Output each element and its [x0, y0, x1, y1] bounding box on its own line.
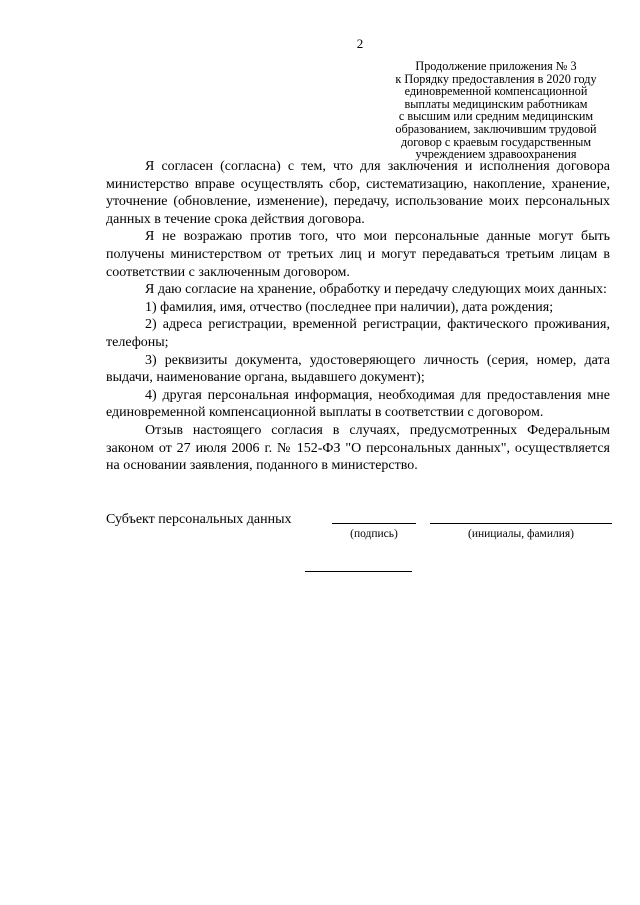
appendix-header-line: единовременной компенсационной: [404, 84, 588, 99]
appendix-header-line: выплаты медицинским работникам: [404, 96, 588, 111]
signature-line: [332, 523, 416, 524]
paragraph-consent: Я согласен (согласна) с тем, что для заключения и исполнения договора министерство вправе осуществлять сбор, систематизацию, накопление, хранение, уточнение (обновление, изменение), передачу, использование моих персональных данных в течение срока действия договора.: [106, 159, 610, 227]
appendix-header-line: Продолжение приложения № 3: [415, 59, 577, 73]
paragraph-data-list-intro: Я даю согласие на хранение, обработку и передачу следующих моих данных:: [145, 282, 607, 298]
end-divider: [305, 571, 412, 572]
list-item-name-birthdate: 1) фамилия, имя, отчество (последнее при наличии), дата рождения;: [145, 299, 554, 315]
list-item-other-info: 4) другая персональная информация, необходимая для предоставления мне единовременной компенсационной выплаты в соответствии с договором.: [106, 387, 610, 421]
appendix-header-line: с высшим или средним медицинским: [398, 109, 594, 124]
appendix-header-line: к Порядку предоставления в 2020 году: [395, 71, 597, 86]
name-line: [430, 523, 612, 524]
signature-caption: (подпись): [350, 528, 398, 540]
appendix-header-line: образованием, заключившим трудовой: [395, 121, 597, 136]
signature-block: [106, 510, 616, 550]
paragraph-withdrawal: Отзыв настоящего согласия в случаях, предусмотренных Федеральным законом от 27 июля 2006 г. № 152-ФЗ "О персональных данных", осуществляется на основании заявления, поданного в министерство.: [106, 422, 610, 474]
consent-text: [106, 158, 610, 475]
list-item-id-document: 3) реквизиты документа, удостоверяющего личность (серия, номер, дата выдачи, наименование органа, выдавшего документ);: [106, 352, 610, 386]
page-number: 2: [356, 36, 364, 51]
paragraph-third-parties: Я не возражаю против того, что мои персональные данные могут быть получены министерством от третьих лиц и могут передаваться третьим лицам в соответствии с заключенным договором.: [106, 229, 610, 280]
appendix-header-line: договор с краевым государственным: [400, 134, 592, 149]
appendix-header-line: учреждением здравоохранения: [415, 147, 577, 162]
appendix-header: [372, 60, 620, 161]
name-caption: (инициалы, фамилия): [467, 528, 575, 540]
signature-label: Субъект персональных данных: [106, 512, 292, 527]
list-item-addresses: 2) адреса регистрации, временной регистрации, фактического проживания, телефоны;: [106, 317, 610, 350]
